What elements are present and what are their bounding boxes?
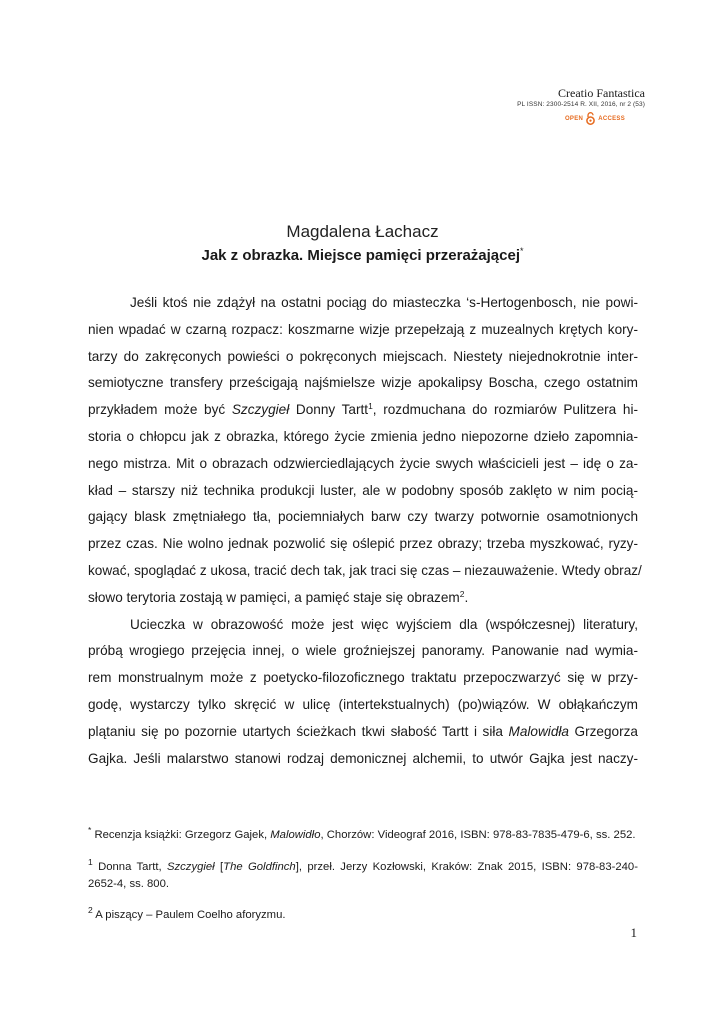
text-line: próbą wrogiego przejęcia innej, o wiele groźniejszej panoramy. Panowanie nad wymia-: [88, 643, 638, 659]
text-line: nego mistrza. Mit o obrazach odzwierciedlających życie swych właścicieli jest – idę o za-: [88, 455, 638, 471]
text-span: ], przeł. Jerzy Kozłowski, Kraków: Znak 2015, ISBN: 978-83-240-: [295, 861, 638, 873]
footnote-1: [88, 859, 638, 876]
text-span: A piszący – Paulem Coelho aforyzmu.: [92, 909, 286, 921]
text-span: , rozdmuchana do rozmiarów Pulitzera hi-: [372, 402, 638, 418]
text-line: gający blask zmętniałego tła, pociemniałych barw czy twarzy potwornie osamotnionych: [88, 509, 638, 525]
text-line: [88, 719, 638, 746]
journal-header: [517, 86, 645, 125]
text-span: przykładem może być: [88, 402, 232, 418]
journal-name: Creatio Fantastica: [558, 86, 645, 100]
text-span: Donna Tartt,: [92, 861, 167, 873]
open-access-logo: [517, 112, 645, 125]
text-span: Recenzja książki: Grzegorz Gajek,: [91, 829, 271, 841]
text-line: [88, 585, 638, 612]
book-title-italic: Malowidło: [270, 829, 321, 841]
footnote-ref-1[interactable]: 1: [368, 401, 373, 412]
book-title-italic: Szczygieł: [166, 861, 215, 873]
text-span: słowo terytoria zostają w pamięci, a pamięć staje się obrazem: [88, 589, 460, 605]
book-title-italic: Szczygieł: [231, 402, 290, 418]
text-line: semiotyczne transfery prześcigają najśmielsze wizje apokalipsy Boscha, czego ostatnim: [88, 375, 638, 391]
footnote-mark: 1: [88, 857, 93, 867]
text-line: Gajka. Jeśli malarstwo stanowi rodzaj demonicznej alchemii, to utwór Gajka jest naczy-: [88, 750, 638, 766]
text-line: godę, wystarczy tylko skręcić w ulicę (intertekstualnych) (po)wiązów. W obłąkańczym: [88, 696, 638, 712]
text-line: tarzy do zakręconych powieści o pokręconych miejscach. Niestety niejednokrotnie inter-: [88, 348, 638, 364]
text-line: [88, 397, 638, 424]
text-line: Ucieczka w obrazowość może jest więc wyjściem dla (współczesnej) literatury,: [130, 616, 638, 632]
footnote-star: [88, 827, 638, 844]
journal-issn: PL ISSN: 2300-2514 R. XII, 2016, nr 2 (53): [517, 101, 645, 108]
title-footnote-mark: *: [520, 246, 524, 256]
text-span: plątaniu się po pozornie utartych ścieżkach tkwi słabość Tartt i siła: [88, 723, 509, 739]
title-text: Jak z obrazka. Miejsce pamięci przerażającej: [201, 247, 520, 264]
open-label: OPEN: [564, 115, 584, 122]
book-title-italic: Malowidła: [508, 723, 569, 739]
open-lock-icon: [586, 112, 595, 125]
article-author: Magdalena Łachacz: [286, 222, 439, 241]
text-line: kład – starszy niż technika produkcji luster, ale w podobny sposób zaklęto w nim pocią-: [88, 482, 638, 498]
text-line: storia o chłopcu jak z obrazka, którego życie zmienia jedno niepozorne dzieło zapomnia-: [88, 428, 638, 444]
text-line: przez czas. Nie wolno jednak pozwolić się oślepić przez obrazy; trzeba myszkować, ryzy-: [88, 536, 638, 552]
footnote-mark: 2: [88, 905, 93, 915]
page-number: 1: [630, 925, 637, 940]
article-title: [0, 247, 725, 264]
text-line: rem monstrualnym może z poetycko-filozoficznego traktatu przepoczwarzyć się w przy-: [88, 670, 638, 686]
text-line: kować, spoglądać z ukosa, tracić dech tak, jak traci się czas – niezauważenie. Wtedy obraz/: [88, 562, 642, 578]
text-span: [: [214, 861, 224, 873]
text-line: nien wpadać w czarną rozpacz: koszmarne wizje przepełzają z muzealnych krętych kory-: [88, 321, 638, 337]
text-span: .: [464, 589, 469, 605]
book-title-italic: The Goldfinch: [223, 861, 296, 873]
text-span: Grzegorza: [568, 723, 638, 739]
footnote-1-cont: 2652-4, ss. 800.: [88, 878, 170, 890]
footnote-2: [88, 907, 638, 924]
text-span: Donny Tartt: [289, 402, 369, 418]
footnote-ref-2[interactable]: 2: [459, 588, 465, 599]
footnote-mark: *: [88, 825, 92, 835]
text-line: Jeśli ktoś nie zdążył na ostatni pociąg do miasteczka ‘s-Hertogenbosch, nie powi-: [130, 295, 638, 310]
text-span: , Chorzów: Videograf 2016, ISBN: 978-83-7835-479-6, ss. 252.: [320, 829, 636, 841]
article-body: [88, 290, 642, 772]
footnotes: [88, 827, 638, 924]
access-label: ACCESS: [598, 115, 625, 122]
